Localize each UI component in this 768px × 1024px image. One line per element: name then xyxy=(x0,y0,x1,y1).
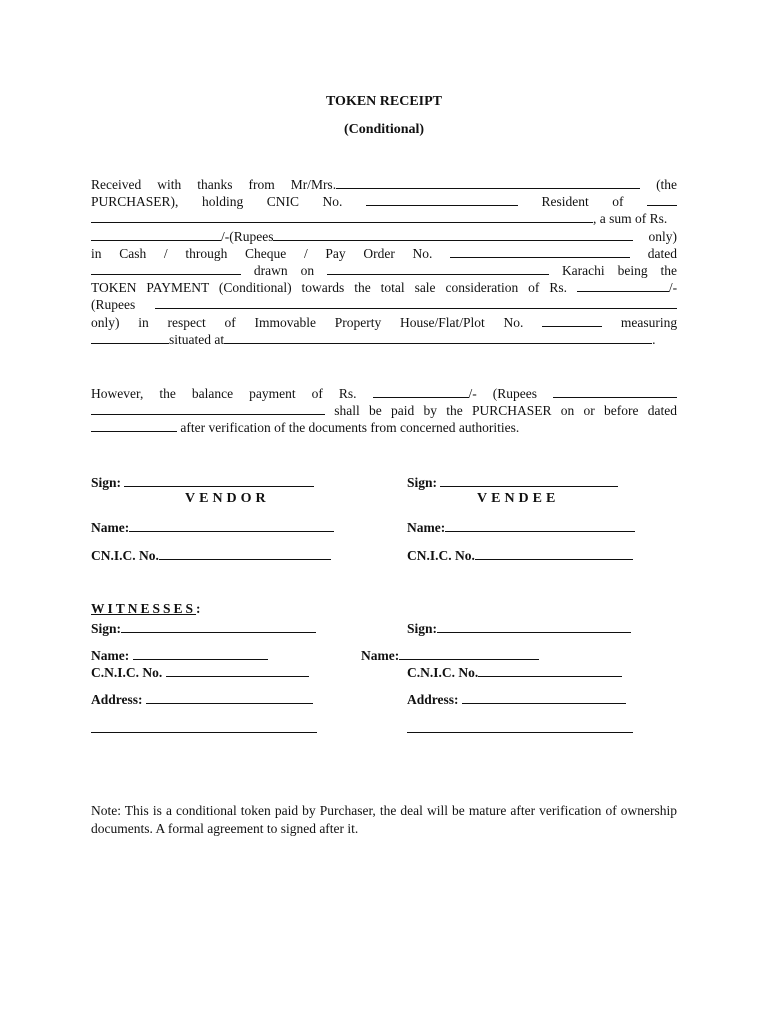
sum-blank[interactable] xyxy=(91,228,221,241)
witness1-name-blank[interactable] xyxy=(133,647,268,660)
witness1-sign-field: Sign: xyxy=(91,620,316,637)
balance-amount-blank[interactable] xyxy=(373,385,469,398)
cnic-blank[interactable] xyxy=(366,193,518,206)
paragraph-line: situated at . xyxy=(91,331,677,348)
vendee-sign-blank[interactable] xyxy=(440,474,618,487)
receipt-paragraph xyxy=(91,176,677,348)
vendor-name-field: Name: xyxy=(91,519,334,536)
paragraph-line: Received with thanks from Mr/Mrs. (the xyxy=(91,177,677,192)
total-rupees-words-blank[interactable] xyxy=(155,296,677,309)
rupees-words-blank[interactable] xyxy=(273,228,633,241)
witness2-cnic-field: C.N.I.C. No. xyxy=(407,664,622,681)
date-blank[interactable] xyxy=(91,262,241,275)
balance-paragraph xyxy=(91,385,677,437)
paragraph-line: after verification of the documents from concerned authorities. xyxy=(91,419,677,436)
balance-rupees-blank[interactable] xyxy=(553,385,677,398)
note-text: Note: This is a conditional token paid by Purchaser, the deal will be mature after verification of ownership documents. A formal agreement to signed after it. xyxy=(91,803,677,836)
bank-blank[interactable] xyxy=(327,262,549,275)
vendee-label: VENDEE xyxy=(477,491,560,506)
vendor-cnic-blank[interactable] xyxy=(159,547,331,560)
witness2-sign-field: Sign: xyxy=(407,620,631,637)
witness2-address-field: Address: xyxy=(407,691,626,708)
paragraph-line: However, the balance payment of Rs. /- (Rupees xyxy=(91,385,677,402)
witness1-address-field: Address: xyxy=(91,691,313,708)
witnesses-heading: WITNESSES: xyxy=(91,601,204,616)
pay-order-blank[interactable] xyxy=(450,245,630,258)
total-consideration-blank[interactable] xyxy=(577,279,669,292)
witness1-name-field: Name: xyxy=(91,647,268,664)
document-title: TOKEN RECEIPT xyxy=(325,94,443,109)
paragraph-line: PURCHASER), holding CNIC No. Resident of xyxy=(91,193,677,210)
witness2-sign-blank[interactable] xyxy=(437,620,631,633)
vendor-label: VENDOR xyxy=(185,491,270,506)
vendor-sign-field: Sign: xyxy=(91,474,314,491)
witness1-cnic-field: C.N.I.C. No. xyxy=(91,664,309,681)
paragraph-line: only) in respect of Immovable Property House/Flat/Plot No. measuring xyxy=(91,314,677,330)
witness1-cnic-blank[interactable] xyxy=(166,664,309,677)
paragraph-line: in Cash / through Cheque / Pay Order No. dated xyxy=(91,245,677,261)
witness1-sign-blank[interactable] xyxy=(121,620,316,633)
paragraph-line: /-(Rupees only) xyxy=(91,228,677,245)
witness2-address-blank[interactable] xyxy=(462,691,626,704)
vendee-cnic-blank[interactable] xyxy=(475,547,633,560)
vendee-cnic-field: CN.I.C. No. xyxy=(407,547,633,564)
balance-date-blank[interactable] xyxy=(91,419,177,432)
paragraph-line: (Rupees xyxy=(91,296,677,313)
vendee-name-blank[interactable] xyxy=(445,519,635,532)
paragraph-line: drawn on Karachi being the xyxy=(91,262,677,279)
paragraph-line: TOKEN PAYMENT (Conditional) towards the total sale consideration of Rs. /- xyxy=(91,280,677,296)
witness1-address-line2[interactable] xyxy=(91,732,317,733)
vendee-sign-field: Sign: xyxy=(407,474,618,491)
measuring-blank[interactable] xyxy=(91,331,169,344)
plot-number-blank[interactable] xyxy=(542,314,602,327)
witness2-name-field: Name: xyxy=(361,647,539,664)
situated-at-blank[interactable] xyxy=(224,331,652,344)
witness2-address-line2[interactable] xyxy=(407,732,633,733)
resident-blank[interactable] xyxy=(647,193,677,206)
witness2-cnic-blank[interactable] xyxy=(478,664,622,677)
paragraph-line: , a sum of Rs. xyxy=(91,210,677,227)
vendor-sign-blank[interactable] xyxy=(124,474,314,487)
balance-words-blank[interactable] xyxy=(91,402,325,415)
vendee-name-field: Name: xyxy=(407,519,635,536)
resident-address-blank[interactable] xyxy=(91,210,593,223)
vendor-name-blank[interactable] xyxy=(129,519,334,532)
vendor-cnic-field: CN.I.C. No. xyxy=(91,547,331,564)
purchaser-name-blank[interactable] xyxy=(336,176,640,189)
paragraph-line: shall be paid by the PURCHASER on or before dated xyxy=(91,402,677,419)
witness1-address-blank[interactable] xyxy=(146,691,313,704)
document-subtitle: (Conditional) xyxy=(343,122,425,137)
witness2-name-blank[interactable] xyxy=(399,647,539,660)
